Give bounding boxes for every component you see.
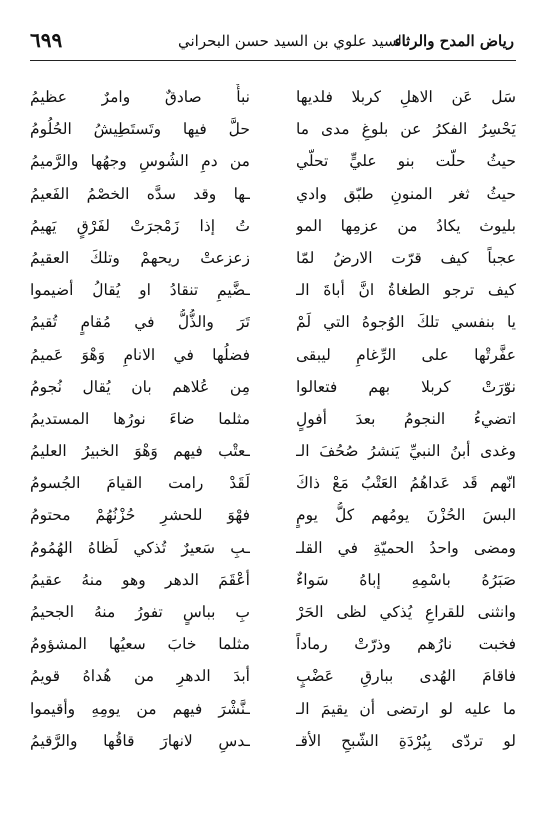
verse-first-hemistich: عجباً كيف قرّت الارضُ لمّا <box>296 248 516 267</box>
verse-second-hemistich: زعزعتْ ريحهمْ وتلكَ العقيمُ <box>30 248 250 267</box>
verse-line <box>30 597 516 629</box>
verse-first-hemistich: بليوث يكادُ من عزمِها المو <box>296 216 516 235</box>
verse-first-hemistich: ما عليه لو ارتضى أن يقيمَ الـ <box>296 699 516 718</box>
verse-first-hemistich: كيف ترجو الطغاةُ انَّ أباةَ الـ <box>296 281 516 300</box>
author-name: السيد علوي بن السيد حسن البحراني <box>177 32 406 50</box>
poem <box>30 82 516 758</box>
verse-first-hemistich: انّهم قَد عَداهُمُ العَتْبُ مَعْ ذاكَ <box>296 474 516 493</box>
verse-line <box>30 533 516 565</box>
verse-line <box>30 436 516 468</box>
verse-first-hemistich: فاقامَ الهُدى ببارقِ عَضْبٍ <box>296 667 516 686</box>
verse-second-hemistich: مِن عُلاهم بان يُقال نُجومُ <box>30 377 250 396</box>
verse-line <box>30 114 516 146</box>
verse-line <box>30 243 516 275</box>
verse-second-hemistich: مثلما ضاءَ نورُها المستديمُ <box>30 409 250 428</box>
verse-first-hemistich: حيثُ حلّت بنو عليٍّ تحلّي <box>296 152 516 171</box>
verse-first-hemistich: يَحْسِرُ الفكرُ عن بلوغِ مدى ما <box>296 120 516 139</box>
page-number: ٦٩٩ <box>30 28 63 52</box>
verse-second-hemistich: نبأٌ صادقٌ وامرٌ عظيمُ <box>30 88 250 106</box>
verse-second-hemistich: تُ إذا زَمْجرَتْ لفَرْقٍ يَهيمُ <box>30 216 250 235</box>
verse-first-hemistich: نوّرَتْ كربلا بهم فتعالوا <box>296 377 516 396</box>
verse-second-hemistich: فضلُها في الانامِ وَهْوَ عَميمُ <box>30 345 250 364</box>
verse-first-hemistich: وغدى أبنُ النبيِّ يَنشرُ صُحُفَ الـ <box>296 442 516 461</box>
verse-second-hemistich: ـضَّيمِ تنقادُ او يُقالُ أضيموا <box>30 281 250 300</box>
verse-first-hemistich: اتضيءُ النجومُ بعدَ أفولٍ <box>296 409 516 428</box>
verse-second-hemistich: ـدسِ لانهارَ قاقُها والرَّقيمُ <box>30 731 250 750</box>
page-header <box>30 28 514 56</box>
verse-second-hemistich: من دمِ الشُوسِ وجهُها والرَّميمُ <box>30 152 250 171</box>
verse-first-hemistich: يا بنفسي تلكَ الوُجوهُ التي لَمْ <box>296 313 516 332</box>
verse-line <box>30 372 516 404</box>
verse-first-hemistich: صَبَرُهُ باسْمِهِ إباهُ سَواءٌ <box>296 570 516 589</box>
book-title: رياض المدح والرثاء <box>394 32 514 50</box>
verse-first-hemistich: ومضى واحدُ الحميّةِ في القلـ <box>296 538 516 557</box>
verse-second-hemistich: تَرَ والذُّلُّ في مُقامٍ تُقيمُ <box>30 313 250 332</box>
verse-first-hemistich: لو تردّى بِبُرْدَةِ الشّبحِ الأقـ <box>296 731 516 750</box>
verse-second-hemistich: أبدَ الدهرِ من هُداهُ قويمُ <box>30 667 250 686</box>
verse-second-hemistich: أعْقَمَ الدهر وهو منهُ عقيمُ <box>30 570 250 589</box>
verse-second-hemistich: مثلما خابَ سعيُها المشؤومُ <box>30 635 250 654</box>
verse-first-hemistich: وانثنى للقراعِ يُذكي لظى الحَرْ <box>296 603 516 621</box>
verse-line <box>30 629 516 661</box>
verse-line <box>30 340 516 372</box>
verse-line <box>30 146 516 178</box>
header-rule <box>30 60 516 61</box>
verse-line <box>30 726 516 758</box>
verse-second-hemistich: بِ بباسٍ تفورُ منهُ الجحيمُ <box>30 603 250 621</box>
verse-line <box>30 694 516 726</box>
verse-second-hemistich: لَقَدْ رامت القيامَ الجُسومُ <box>30 474 250 493</box>
verse-second-hemistich: ـها وقد سدَّه الخصْمُ الفَعيمُ <box>30 184 250 203</box>
verse-line <box>30 179 516 211</box>
verse-line <box>30 661 516 693</box>
verse-second-hemistich: ـعتْب فيهم وَهْوَ الخبيرُ العليمُ <box>30 442 250 461</box>
verse-line <box>30 82 516 114</box>
verse-first-hemistich: البسَ الحُزْنَ يومُهم كلُّ يومٍ <box>296 506 516 525</box>
verse-line <box>30 565 516 597</box>
verse-line <box>30 500 516 532</box>
verse-second-hemistich: فهْوَ للحشرِ حُزْنُهُمْ محتومُ <box>30 506 250 525</box>
verse-line <box>30 307 516 339</box>
verse-first-hemistich: عفَّرتْها على الرِّغامِ ليبقى <box>296 345 516 364</box>
verse-line <box>30 468 516 500</box>
verse-first-hemistich: سَل عَن الاهلِ كربلا فلديها <box>296 88 516 106</box>
verse-second-hemistich: ـنَّشْرَ فيهم من يومِهِ وأقيموا <box>30 699 250 718</box>
verse-line <box>30 275 516 307</box>
verse-second-hemistich: ـبِ سَعيرٌ تُذكي لَظاهُ الهُمُومُ <box>30 538 250 557</box>
verse-second-hemistich: حلَّ فيها وتَستَطِيشُ الحُلُومُ <box>30 120 250 139</box>
verse-line <box>30 211 516 243</box>
verse-first-hemistich: حيثُ ثغر المنونِ طبّق وادي <box>296 184 516 203</box>
verse-first-hemistich: فخبت نارُهم وذرّتْ رماداً <box>296 635 516 654</box>
verse-line <box>30 404 516 436</box>
